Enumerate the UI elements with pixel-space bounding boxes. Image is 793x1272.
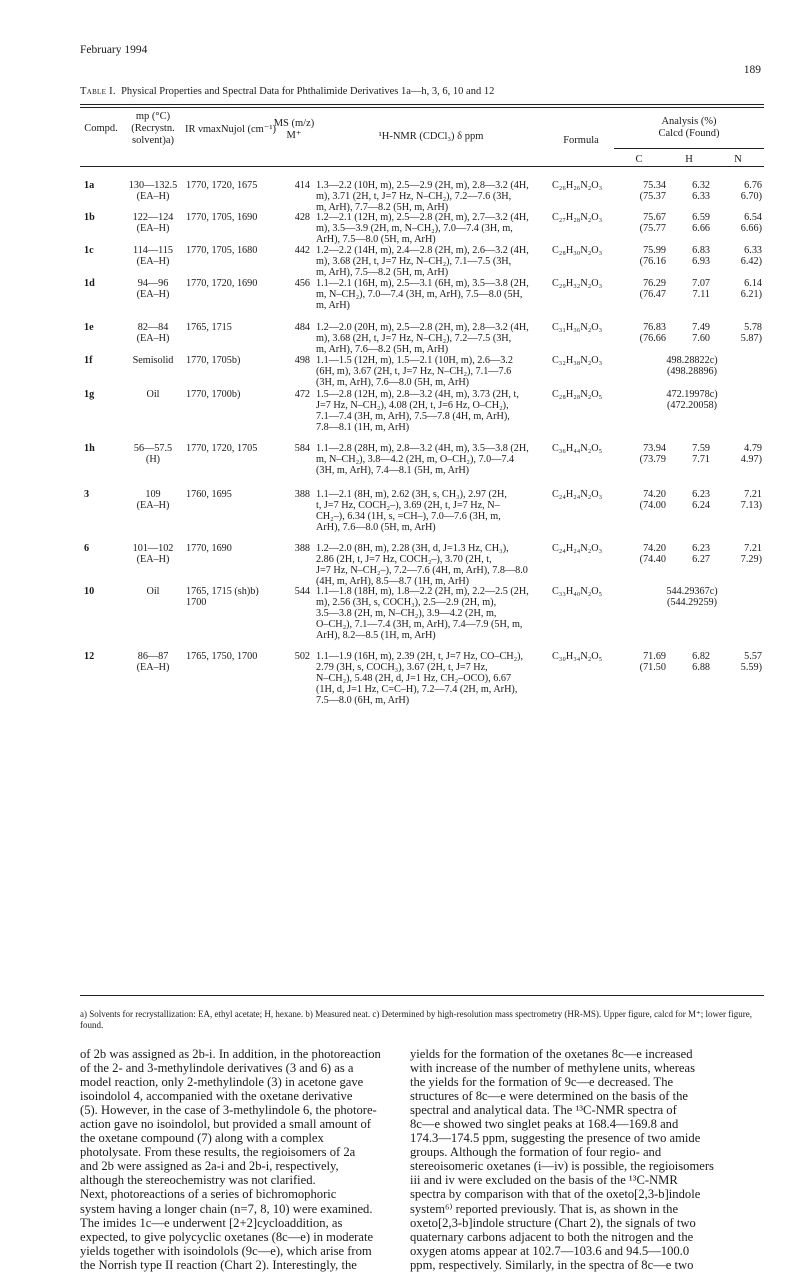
table-cell-h: 7.49 7.60	[692, 322, 710, 345]
table-cell-ir: 1765, 1715 (sh)b) 1700	[186, 586, 259, 609]
table-cell-ms: 472	[294, 389, 310, 400]
table-cell-ms: 544	[294, 586, 310, 597]
table-top-rule-2	[80, 107, 764, 108]
table-cell-h: 7.07 7.11	[692, 278, 710, 301]
table-cell-ir: 1770, 1700b)	[186, 389, 241, 400]
table-cell-formula: C₂₇H₂₈N₂O₃	[552, 212, 603, 223]
table-cell-mp: 101—102 (EA–H)	[132, 543, 174, 566]
table-cell-ir: 1765, 1715	[186, 322, 232, 333]
col-ir: IR νmaxNujol (cm⁻¹)	[185, 124, 277, 135]
table-cell-nmr: 1.5—2.8 (12H, m), 2.8—3.2 (4H, m), 3.73 (2H, t, J=7 Hz, N–CH₂), 4.08 (2H, t, J=6 Hz, O–CH₂), 7.1—7.4 (3H, m, ArH), 7.5—7.8 (4H, m, ArH), 7.8—8.1 (1H, m, ArH)	[316, 389, 519, 434]
table-cell-ms: 428	[294, 212, 310, 223]
table-cell-mp: Oil	[146, 389, 160, 400]
table-cell-c: 75.34 (75.37	[639, 180, 666, 203]
table-cell-ir: 1770, 1720, 1705	[186, 443, 258, 454]
table-cell-ir: 1770, 1720, 1675	[186, 180, 258, 191]
table-cell-formula: C₃₁H₃₆N₂O₃	[552, 322, 603, 333]
table-cell-compd: 1a	[84, 180, 95, 191]
table-cell-hrms: 472.19978c) (472.20058)	[666, 389, 718, 412]
col-compd: Compd.	[84, 123, 118, 134]
table-cell-ms: 414	[294, 180, 310, 191]
table-cell-ir: 1770, 1705b)	[186, 355, 241, 366]
table-cell-nmr: 1.2—2.1 (12H, m), 2.5—2.8 (2H, m), 2.7—3.2 (4H, m), 3.5—3.9 (2H, m, N–CH₂), 7.0—7.4 (3H, m, ArH), 7.5—8.0 (5H, m, ArH)	[316, 212, 529, 246]
table-cell-nmr: 1.3—2.2 (10H, m), 2.5—2.9 (2H, m), 2.8—3.2 (4H, m), 3.71 (2H, t, J=7 Hz, N–CH₂), 7.2—7.6 (3H, m, ArH), 7.7—8.2 (5H, m, ArH)	[316, 180, 529, 214]
table-cell-mp: 94—96 (EA–H)	[136, 278, 170, 301]
table-cell-ms: 442	[294, 245, 310, 256]
table-cell-formula: C₃₆H₄₄N₂O₅	[552, 443, 603, 454]
table-cell-ir: 1760, 1695	[186, 489, 232, 500]
table-cell-ms: 502	[294, 651, 310, 662]
table-cell-ms: 388	[294, 543, 310, 554]
table-cell-h: 6.59 6.66	[692, 212, 710, 235]
table-cell-nmr: 1.2—2.2 (14H, m), 2.4—2.8 (2H, m), 2.6—3.2 (4H, m), 3.68 (2H, t, J=7 Hz, N–CH₂), 7.1—7.5 (3H, m, ArH), 7.5—8.2 (5H, m, ArH)	[316, 245, 529, 279]
table-cell-formula: C₂₆H₂₆N₂O₃	[552, 180, 603, 191]
table-cell-mp: 56—57.5 (H)	[133, 443, 173, 466]
table-cell-nmr: 1.1—2.1 (8H, m), 2.62 (3H, s, CH₃), 2.97 (2H, t, J=7 Hz, COCH₂–), 3.69 (2H, t, J=7 Hz, N– CH₂–), 6.34 (1H, s, =CH–), 7.0—7.6 (3H, m, ArH), 7.6—8.0 (5H, m, ArH)	[316, 489, 507, 534]
table-cell-compd: 1b	[84, 212, 95, 223]
table-cell-h: 6.82 6.88	[692, 651, 710, 674]
table-cell-nmr: 1.2—2.0 (8H, m), 2.28 (3H, d, J=1.3 Hz, CH₃), 2.86 (2H, t, J=7 Hz, COCH₂–), 3.70 (2H, t, J=7 Hz, N–CH₂–), 7.2—7.6 (4H, m, ArH), 7.8—8.0 (4H, m, ArH), 8.5—8.7 (1H, m, ArH)	[316, 543, 528, 588]
table-cell-formula: C₂₉H₃₂N₂O₃	[552, 278, 603, 289]
col-mp: mp (°C) (Recrystn. solvent)a)	[131, 111, 175, 146]
table-cell-compd: 1h	[84, 443, 95, 454]
table-cell-formula: C₃₂H₃₈N₂O₃	[552, 355, 603, 366]
table-cell-n: 5.78 5.87)	[740, 322, 762, 345]
col-c: C	[635, 154, 643, 165]
table-top-rule	[80, 104, 764, 105]
table-cell-compd: 1g	[84, 389, 95, 400]
table-cell-mp: 114—115 (EA–H)	[133, 245, 173, 268]
col-n: N	[734, 154, 742, 165]
table-cell-h: 7.59 7.71	[692, 443, 710, 466]
table-cell-compd: 6	[84, 543, 90, 554]
table-cell-nmr: 1.1—2.8 (28H, m), 2.8—3.2 (4H, m), 3.5—3.8 (2H, m, N–CH₂), 3.8—4.2 (2H, m, O–CH₂), 7.0—7.4 (3H, m, ArH), 7.4—8.1 (5H, m, ArH)	[316, 443, 529, 477]
table-cell-hrms: 544.29367c) (544.29259)	[666, 586, 718, 609]
table-cell-n: 7.21 7.29)	[740, 543, 762, 566]
table-cell-ir: 1765, 1750, 1700	[186, 651, 258, 662]
table-cell-formula: C₃₃H₄₀N₂O₅	[552, 586, 603, 597]
table-cell-formula: C₂₈H₂₈N₂O₅	[552, 389, 603, 400]
table-cell-c: 74.20 (74.00	[639, 489, 666, 512]
table-cell-mp: Oil	[146, 586, 160, 597]
table-caption	[80, 86, 494, 97]
table-cell-ms: 498	[294, 355, 310, 366]
table-cell-formula: C₃₀H₃₄N₂O₅	[552, 651, 603, 662]
table-cell-mp: 109 (EA–H)	[136, 489, 170, 512]
table-cell-ir: 1770, 1705, 1680	[186, 245, 258, 256]
table-cell-nmr: 1.1—1.5 (12H, m), 1.5—2.1 (10H, m), 2.6—3.2 (6H, m), 3.67 (2H, t, J=7 Hz, N–CH₂), 7.1—7.6 (3H, m, ArH), 7.6—8.0 (5H, m, ArH)	[316, 355, 513, 389]
table-cell-n: 6.76 6.70)	[740, 180, 762, 203]
table-cell-compd: 12	[84, 651, 95, 662]
table-cell-c: 76.29 (76.47	[639, 278, 666, 301]
table-cell-ms: 584	[294, 443, 310, 454]
table-cell-compd: 3	[84, 489, 90, 500]
table-cell-nmr: 1.1—2.1 (16H, m), 2.5—3.1 (6H, m), 3.5—3.8 (2H, m, N–CH₂), 7.0—7.4 (3H, m, ArH), 7.5—8.0 (5H, m, ArH)	[316, 278, 529, 312]
table-cell-c: 74.20 (74.40	[639, 543, 666, 566]
table-cell-formula: C₂₄H₂₄N₂O₃	[552, 543, 603, 554]
table-cell-compd: 10	[84, 586, 95, 597]
table-cell-n: 5.57 5.59)	[740, 651, 762, 674]
table-cell-ir: 1770, 1720, 1690	[186, 278, 258, 289]
analysis-subrule	[614, 148, 764, 149]
table-cell-h: 6.23 6.24	[692, 489, 710, 512]
header-date: February 1994	[80, 44, 148, 56]
table-cell-compd: 1c	[84, 245, 94, 256]
table-cell-mp: 86—87 (EA–H)	[136, 651, 170, 674]
table-cell-formula: C₂₄H₂₄N₂O₃	[552, 489, 603, 500]
body-text-left: of 2b was assigned as 2b-i. In addition, in the photoreaction of the 2- and 3-methylindole derivatives (3 and 6) as a model reaction, only 2-methylindole (3) in acetone gave isoindolol 4, accompanied with the oxetane derivative (5). However, in the case of 3-methylindole 6, the photore- action gave no isoindolol, but provided a small amount of the oxetane compound (7) along with a complex photolysate. From these results, the regioisomers of 2a and 2b were assigned as 2a-i and 2b-i, respectively, although the stereochemistry was not clarified. Next, photoreactions of a series of bichromophoric system having a longer chain (n=7, 8, 10) were examined. The imides 1c—e underwent [2+2]cycloaddition, as expected, to give polycyclic oxetanes (8c—e) in moderate yields together with isoindolols (9c—e), which arise from the Norrish type II reaction (Chart 2). Interestingly, the	[80, 1047, 381, 1272]
table-cell-mp: 130—132.5 (EA–H)	[128, 180, 178, 203]
table-cell-c: 75.67 (75.77	[639, 212, 666, 235]
table-cell-n: 4.79 4.97)	[740, 443, 762, 466]
table-cell-c: 75.99 (76.16	[639, 245, 666, 268]
table-cell-mp: 82—84 (EA–H)	[136, 322, 170, 345]
table-cell-h: 6.32 6.33	[692, 180, 710, 203]
table-cell-n: 6.33 6.42)	[740, 245, 762, 268]
table-cell-c: 76.83 (76.66	[639, 322, 666, 345]
header-bottom-rule	[80, 166, 764, 167]
table-footnote: a) Solvents for recrystallization: EA, ethyl acetate; H, hexane. b) Measured neat. c) Determined by high-resolution mass spectrometry (HR-MS). Upper figure, calcd for M⁺; lower figure, found.	[80, 1009, 753, 1030]
table-cell-n: 6.54 6.66)	[740, 212, 762, 235]
table-caption-prefix: Table I.	[80, 86, 116, 97]
page-number: 189	[743, 64, 761, 76]
table-caption-text: Physical Properties and Spectral Data for Phthalimide Derivatives 1a—h, 3, 6, 10 and 12	[121, 86, 495, 97]
table-cell-mp: 122—124 (EA–H)	[132, 212, 174, 235]
table-bottom-rule	[80, 995, 764, 996]
table-cell-c: 73.94 (73.79	[639, 443, 666, 466]
table-cell-ir: 1770, 1690	[186, 543, 232, 554]
col-ms: MS (m/z) M⁺	[273, 118, 315, 141]
table-cell-compd: 1d	[84, 278, 95, 289]
table-cell-hrms: 498.28822c) (498.28896)	[666, 355, 718, 378]
table-cell-ms: 388	[294, 489, 310, 500]
table-cell-nmr: 1.1—1.8 (18H, m), 1.8—2.2 (2H, m), 2.2—2.5 (2H, m), 2.56 (3H, s, COCH₃), 2.5—2.9 (2H, m), 3.5—3.8 (2H, m, N–CH₂), 3.9—4.2 (2H, m, O–CH₂), 7.1—7.4 (3H, m, ArH), 7.4—7.9 (5H, m, ArH), 8.2—8.5 (1H, m, ArH)	[316, 586, 529, 642]
table-cell-h: 6.83 6.93	[692, 245, 710, 268]
table-cell-n: 7.21 7.13)	[740, 489, 762, 512]
table-cell-h: 6.23 6.27	[692, 543, 710, 566]
table-cell-mp: Semisolid	[132, 355, 174, 366]
col-formula: Formula	[563, 135, 599, 146]
table-cell-c: 71.69 (71.50	[639, 651, 666, 674]
table-cell-ir: 1770, 1705, 1690	[186, 212, 258, 223]
table-cell-ms: 456	[294, 278, 310, 289]
table-cell-compd: 1f	[84, 355, 93, 366]
table-cell-formula: C₂₈H₃₀N₂O₃	[552, 245, 603, 256]
table-cell-ms: 484	[294, 322, 310, 333]
body-text-right: yields for the formation of the oxetanes 8c—e increased with increase of the number of methylene units, whereas the yields for the formation of 9c—e decreased. The structures of 8c—e were determined on the basis of the spectral and analytical data. The ¹³C-NMR spectra of 8c—e showed two singlet peaks at 168.4—169.8 and 174.3—174.5 ppm, suggesting the presence of two amide groups. Although the formation of four regio- and stereoisomeric oxetanes (i—iv) is possible, the regioisomers iii and iv were excluded on the basis of the ¹³C-NMR spectra by comparison with that of the oxeto[2,3-b]indole system⁶⁾ reported previously. That is, as shown in the oxeto[2,3-b]indole structure (Chart 2), the signals of two quaternary carbons adjacent to both the nitrogen and the oxygen atoms appear at 102.7—103.6 and 94.5—100.0 ppm, respectively. Similarly, in the spectra of 8c—e two	[410, 1047, 714, 1272]
col-nmr: ¹H-NMR (CDCl₃) δ ppm	[378, 131, 484, 142]
col-analysis: Analysis (%) Calcd (Found)	[658, 116, 720, 139]
table-cell-n: 6.14 6.21)	[740, 278, 762, 301]
table-cell-nmr: 1.1—1.9 (16H, m), 2.39 (2H, t, J=7 Hz, CO–CH₂), 2.79 (3H, s, COCH₃), 3.67 (2H, t, J=7 Hz, N–CH₂), 5.48 (2H, d, J=1 Hz, CH₂–OCO), 6.67 (1H, d, J=1 Hz, C=C–H), 7.2—7.4 (2H, m, ArH), 7.5—8.0 (6H, m, ArH)	[316, 651, 524, 707]
col-h: H	[685, 154, 693, 165]
table-cell-nmr: 1.2—2.0 (20H, m), 2.5—2.8 (2H, m), 2.8—3.2 (4H, m), 3.68 (2H, t, J=7 Hz, N–CH₂), 7.2—7.5 (3H, m, ArH), 7.6—8.2 (5H, m, ArH)	[316, 322, 529, 356]
table-cell-compd: 1e	[84, 322, 94, 333]
